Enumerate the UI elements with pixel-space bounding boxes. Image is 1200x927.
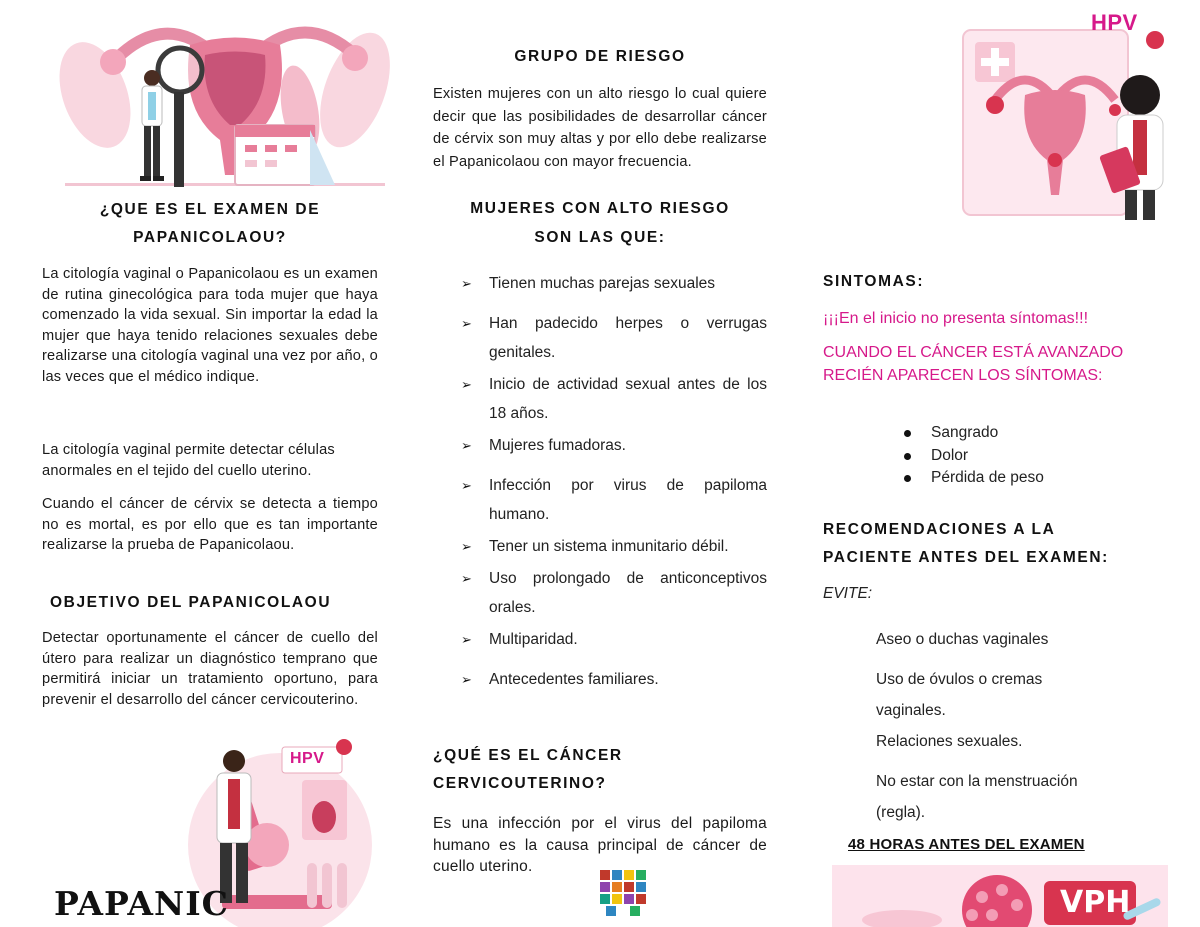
avoid-list bbox=[876, 624, 1106, 828]
recommendations-title-line1: RECOMENDACIONES A LA bbox=[823, 521, 1056, 538]
calendar-icon bbox=[235, 125, 315, 185]
cancer-question-title-line1: ¿QUÉ ES EL CÁNCER bbox=[433, 747, 623, 764]
papanicolaou-question-title bbox=[42, 196, 378, 252]
symptoms-warning-1: ¡¡¡En el inicio no presenta síntomas!!! bbox=[823, 310, 1089, 327]
arrow-bullet-icon: ➢ bbox=[461, 539, 472, 554]
hours-before-note: 48 HORAS ANTES DEL EXAMEN bbox=[848, 836, 1085, 853]
objective-title: OBJETIVO DEL PAPANICOLAOU bbox=[50, 594, 332, 611]
papanicolaou-question-title-text: ¿QUE ES EL EXAMEN DE PAPANICOLAOU? bbox=[99, 201, 321, 246]
list-item bbox=[461, 309, 767, 367]
hpv-card-label: HPV bbox=[290, 750, 325, 767]
detection-paragraph: La citología vaginal permite detectar células anormales en el tejido del cuello uterino. bbox=[42, 442, 335, 479]
list-item bbox=[461, 471, 767, 529]
list-item bbox=[901, 422, 1141, 445]
vph-illustration bbox=[832, 865, 1168, 927]
cancer-definition-paragraph: Es una infección por el virus del papiloma humano es la causa principal de cáncer de cuello uterino. bbox=[433, 815, 767, 875]
list-item bbox=[901, 445, 1141, 468]
risk-item-text: Han padecido herpes o verrugas genitales. bbox=[489, 315, 767, 361]
symptom-text: Dolor bbox=[931, 446, 969, 464]
high-risk-title-line2: SON LAS QUE: bbox=[534, 229, 666, 246]
list-item bbox=[461, 269, 767, 298]
list-item bbox=[901, 467, 1141, 490]
avoid-item: No estar con la menstruación (regla). bbox=[876, 773, 1078, 821]
arrow-bullet-icon: ➢ bbox=[461, 276, 472, 291]
risk-item-text: Multiparidad. bbox=[489, 631, 578, 648]
symptoms-list bbox=[901, 422, 1141, 490]
risk-item-text: Tener un sistema inmunitario débil. bbox=[489, 538, 729, 555]
list-item bbox=[461, 665, 767, 694]
list-item bbox=[461, 564, 767, 622]
recommendations-title-line2: PACIENTE ANTES DEL EXAMEN: bbox=[823, 549, 1109, 566]
uterus-doctor-illustration bbox=[55, 0, 395, 190]
virus-icon bbox=[336, 739, 352, 755]
arrow-bullet-icon: ➢ bbox=[461, 377, 472, 392]
list-item bbox=[461, 625, 767, 654]
avoid-item: Uso de óvulos o cremas vaginales. bbox=[876, 671, 1043, 719]
list-item bbox=[461, 370, 767, 428]
vph-badge-label: VPH bbox=[1060, 885, 1131, 920]
papanicolaou-definition-paragraph: La citología vaginal o Papanicolaou es un examen de rutina ginecológica para toda mujer que haya comenzado la vida sexual. Sin importar la edad la mujer que haya tenido relaciones sexuales debe realizarse una citología vaginal una vez por año, o las veces que el médico indique. bbox=[42, 266, 378, 385]
risk-group-title: GRUPO DE RIESGO bbox=[514, 48, 686, 65]
list-item bbox=[461, 431, 767, 460]
cover-title-partial: PAPANIC bbox=[54, 884, 229, 923]
risk-item-text: Uso prolongado de anticonceptivos orales. bbox=[489, 570, 767, 616]
risk-item-text: Mujeres fumadoras. bbox=[489, 437, 626, 454]
doctor-illustration bbox=[140, 70, 164, 181]
hpv-badge-label: HPV bbox=[1091, 10, 1138, 35]
early-detection-paragraph: Cuando el cáncer de cérvix se detecta a tiempo no es mortal, es por ello que es tan importante realizarse la prueba de Papanicolaou. bbox=[42, 496, 378, 553]
risk-factor-list bbox=[461, 269, 767, 694]
risk-item-text: Infección por virus de papiloma humano. bbox=[489, 477, 767, 523]
avoid-item: Relaciones sexuales. bbox=[876, 733, 1023, 750]
magnifier-icon bbox=[158, 48, 202, 92]
symptom-text: Pérdida de peso bbox=[931, 469, 1044, 486]
arrow-bullet-icon: ➢ bbox=[461, 438, 472, 453]
arrow-bullet-icon: ➢ bbox=[461, 672, 472, 687]
high-risk-title-line1: MUJERES CON ALTO RIESGO bbox=[470, 200, 730, 217]
uterus-illustration bbox=[955, 0, 1175, 225]
cancer-question-title-line2: CERVICOUTERINO? bbox=[433, 775, 607, 792]
symptoms-warning-2: CUANDO EL CÁNCER ESTÁ AVANZADO RECIÉN APARECEN LOS SÍNTOMAS: bbox=[823, 344, 1124, 384]
mosaic-logo-icon bbox=[592, 866, 658, 920]
list-item bbox=[461, 532, 767, 561]
avoid-label: EVITE: bbox=[823, 585, 873, 602]
uterus-illustration bbox=[55, 0, 395, 190]
virus-icon bbox=[986, 96, 1004, 114]
risk-group-paragraph: Existen mujeres con un alto riesgo lo cual quiere decir que las posibilidades de desarrollar cáncer de cérvix son muy altas y por ello debe realizarse el Papanicolaou con mayor frecuencia. bbox=[433, 86, 767, 170]
arrow-bullet-icon: ➢ bbox=[461, 316, 472, 331]
hpv-doctor-illustration bbox=[955, 0, 1175, 225]
avoid-item: Aseo o duchas vaginales bbox=[876, 631, 1049, 648]
arrow-bullet-icon: ➢ bbox=[461, 478, 472, 493]
arrow-bullet-icon: ➢ bbox=[461, 571, 472, 586]
risk-item-text: Antecedentes familiares. bbox=[489, 671, 659, 688]
mosaic-logo bbox=[592, 866, 658, 920]
symptoms-title: SINTOMAS: bbox=[823, 273, 925, 290]
symptom-text: Sangrado bbox=[931, 424, 999, 441]
arrow-bullet-icon: ➢ bbox=[461, 632, 472, 647]
risk-item-text: Tienen muchas parejas sexuales bbox=[489, 275, 716, 292]
risk-item-text: Inicio de actividad sexual antes de los 18 años. bbox=[489, 376, 767, 422]
objective-paragraph: Detectar oportunamente el cáncer de cuello del útero para realizar un diagnóstico temprano que permitirá iniciar un tratamiento oportuno, para prevenir el desarrollo del cáncer cervicouterino. bbox=[42, 630, 378, 708]
